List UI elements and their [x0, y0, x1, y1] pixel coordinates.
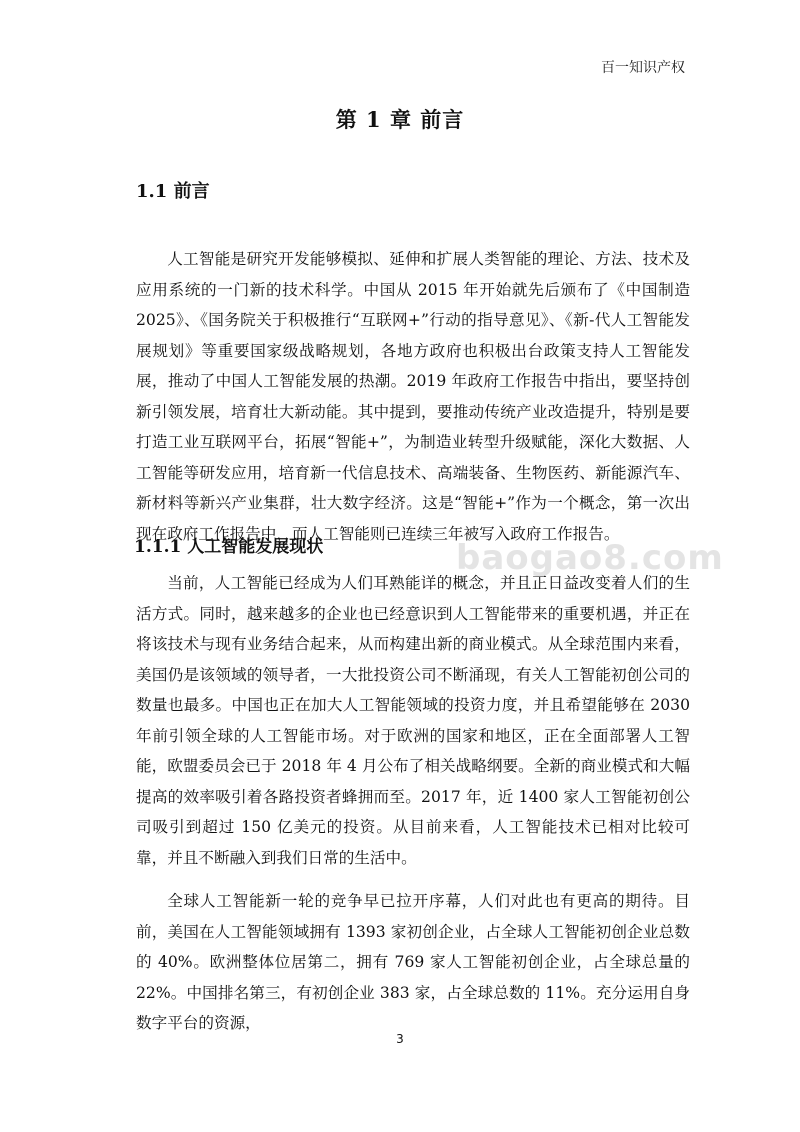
chapter-title: 第 1 章 前言: [335, 107, 465, 132]
watermark: baogao8.com: [456, 538, 724, 578]
document-header: 百一知识产权: [601, 60, 685, 76]
section-heading-1-1-1: 1.1.1 人工智能发展现状: [134, 537, 324, 557]
paragraph-1-1-1-b: 全球人工智能新一轮的竞争早已拉开序幕，人们对此也有更高的期待。目前，美国在人工智能领域拥有 1393 家初创企业，占全球人工智能初创企业总数的 40%。欧洲整体位居第二，拥有 769 家人工智能初创企业，占全球总量的 22%。中国排名第三，有初创企业 383 家，占全球总数的 11%。充分运用自身数字平台的资源，: [136, 892, 690, 1032]
page-number: 3: [396, 1032, 404, 1046]
paragraph-1-1-1-a: 当前，人工智能已经成为人们耳熟能详的概念，并且正日益改变着人们的生活方式。同时，越来越多的企业也已经意识到人工智能带来的重要机遇，并正在将该技术与现有业务结合起来，从而构建出新的商业模式。从全球范围内来看，美国仍是该领域的领导者，一大批投资公司不断涌现，有关人工智能初创公司的数量也最多。中国也正在加大人工智能领域的投资力度，并且希望能够在 2030 年前引领全球的人工智能市场。对于欧洲的国家和地区，正在全面部署人工智能，欧盟委员会已于 2018 年 4 月公布了相关战略纲要。全新的商业模式和大幅提高的效率吸引着各路投资者蜂拥而至。2017 年，近 1400 家人工智能初创公司吸引到超过 150 亿美元的投资。从目前来看，人工智能技术已相对比较可靠，并且不断融入到我们日常的生活中。: [136, 574, 690, 867]
section-heading-1-1: 1.1 前言: [136, 181, 210, 202]
paragraph-1-1: 人工智能是研究开发能够模拟、延伸和扩展人类智能的理论、方法、技术及应用系统的一门新的技术科学。中国从 2015 年开始就先后颁布了《中国制造2025》、《国务院关于积极推行“互联网+”行动的指导意见》、《新-代人工智能发展规划》等重要国家级战略规划，各地方政府也积极出台政策支持人工智能发展，推动了中国人工智能发展的热潮。2019 年政府工作报告中指出，要坚持创新引领发展，培育壮大新动能。其中提到，要推动传统产业改造提升，特别是要打造工业互联网平台，拓展“智能+”，为制造业转型升级赋能，深化大数据、人工智能等研发应用，培育新一代信息技术、高端装备、生物医药、新能源汽车、新材料等新兴产业集群，壮大数字经济。这是“智能+”作为一个概念，第一次出现在政府工作报告中，而人工智能则已连续三年被写入政府工作报告。: [136, 250, 690, 543]
